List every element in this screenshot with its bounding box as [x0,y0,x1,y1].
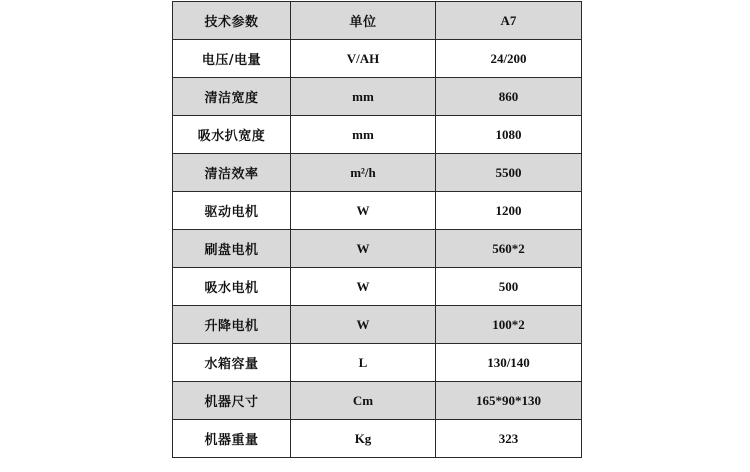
unit-cell: W [291,268,436,306]
value-cell: 560*2 [436,230,582,268]
param-cell: 驱动电机 [173,192,291,230]
value-cell: 500 [436,268,582,306]
value-cell: 1200 [436,192,582,230]
value-cell: 5500 [436,154,582,192]
unit-cell: Cm [291,382,436,420]
table-row [173,382,582,420]
table-row [173,154,582,192]
value-cell: 165*90*130 [436,382,582,420]
header-model-cell: A7 [436,2,582,40]
param-cell: 清洁效率 [173,154,291,192]
unit-cell: V/AH [291,40,436,78]
value-cell: 1080 [436,116,582,154]
param-cell: 刷盘电机 [173,230,291,268]
header-param-cell: 技术参数 [173,2,291,40]
table-row [173,192,582,230]
unit-cell: W [291,192,436,230]
unit-cell: Kg [291,420,436,458]
unit-cell: mm [291,116,436,154]
table-row [173,306,582,344]
unit-cell: L [291,344,436,382]
value-cell: 860 [436,78,582,116]
table-row [173,230,582,268]
param-cell: 吸水扒宽度 [173,116,291,154]
param-cell: 水箱容量 [173,344,291,382]
value-cell: 100*2 [436,306,582,344]
unit-cell: W [291,230,436,268]
unit-cell: m²/h [291,154,436,192]
spec-table [172,1,582,458]
table-row [173,344,582,382]
table-row [173,40,582,78]
table-row [173,268,582,306]
unit-cell: mm [291,78,436,116]
param-cell: 电压/电量 [173,40,291,78]
param-cell: 机器尺寸 [173,382,291,420]
table-row [173,78,582,116]
param-cell: 清洁宽度 [173,78,291,116]
unit-cell: W [291,306,436,344]
table-row [173,420,582,458]
table-header-row [173,2,582,40]
table-row [173,116,582,154]
param-cell: 机器重量 [173,420,291,458]
param-cell: 升降电机 [173,306,291,344]
param-cell: 吸水电机 [173,268,291,306]
header-unit-cell: 单位 [291,2,436,40]
value-cell: 323 [436,420,582,458]
value-cell: 130/140 [436,344,582,382]
value-cell: 24/200 [436,40,582,78]
